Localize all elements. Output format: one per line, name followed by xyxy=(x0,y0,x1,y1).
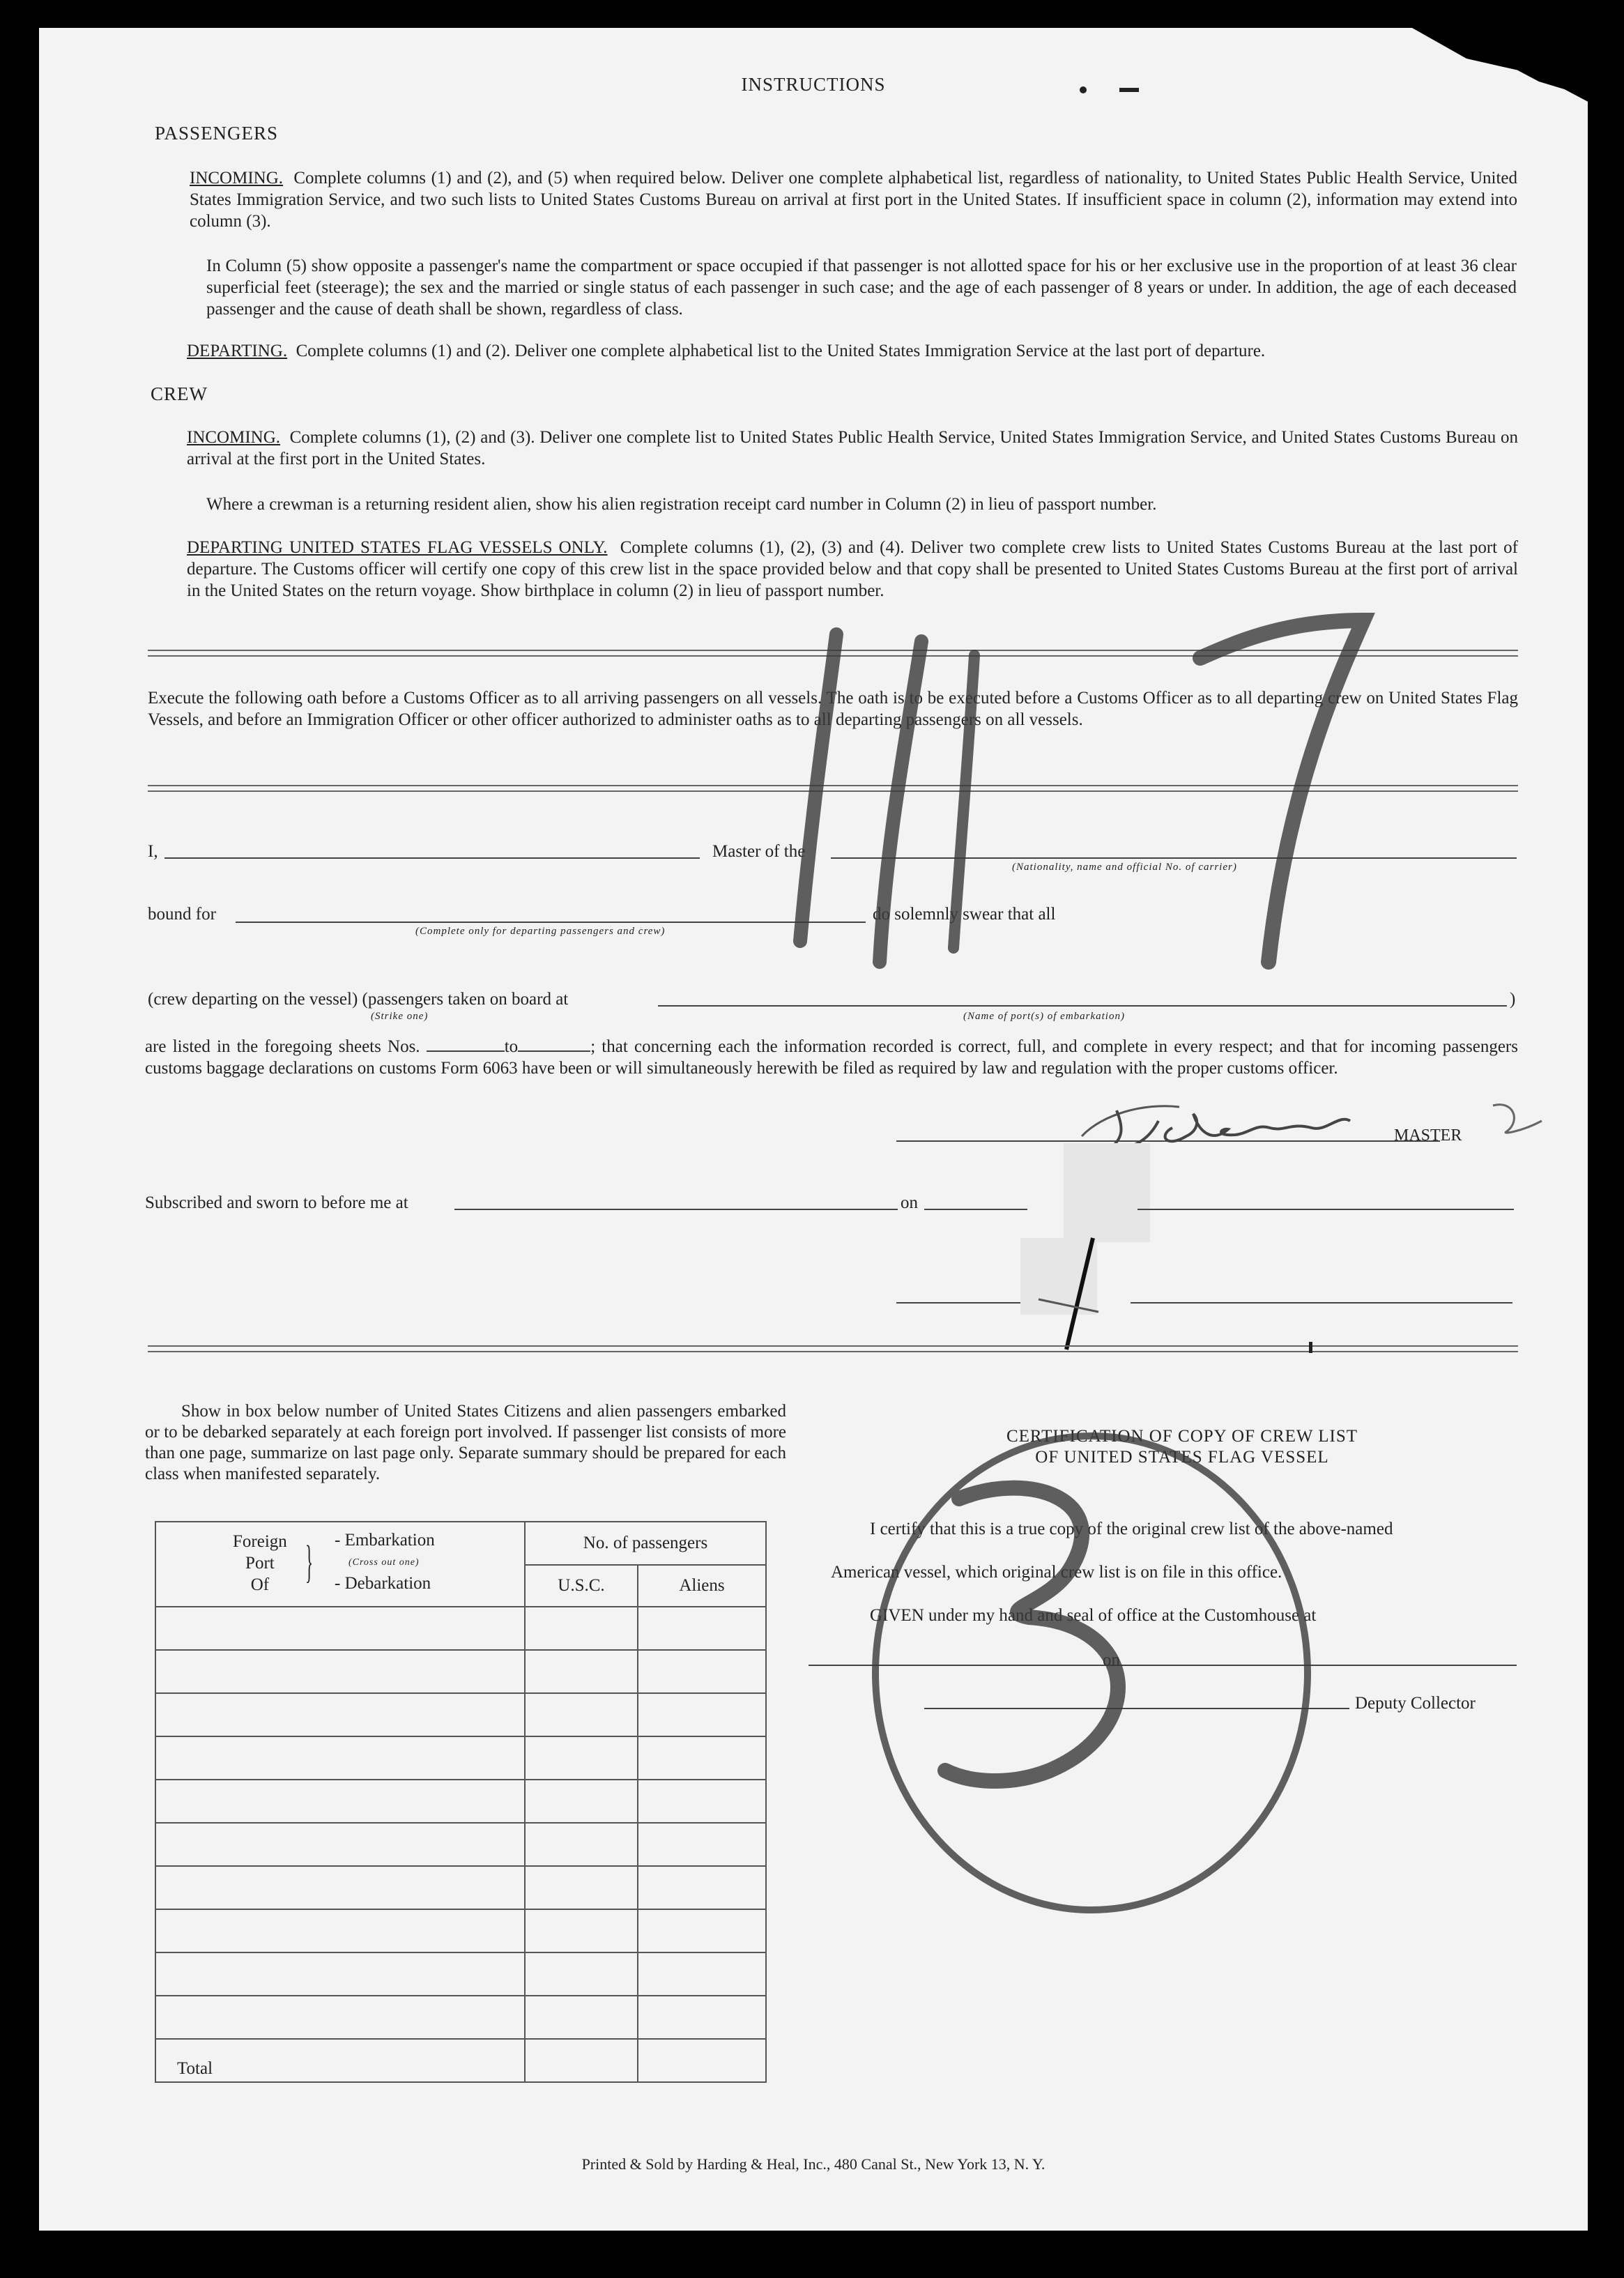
listed-post-text: ; that concerning each the information recorded is correct, full, and complete in every respect; and that for incoming passengers customs baggage declarations on customs Form 6063 have been or will simultaneously herewith be filed as required by law and regulation with the proper customs officer. xyxy=(145,1037,1518,1078)
crew-alien-paragraph: Where a crewman is a returning resident alien, show his alien registration receipt card number in Column (2) in lieu of passport number. xyxy=(206,495,1157,514)
bound-for-label: bound for xyxy=(148,905,216,924)
summary-row xyxy=(155,1996,766,2039)
summary-rows xyxy=(155,1607,766,2039)
certification-title-line2: OF UNITED STATES FLAG VESSEL xyxy=(1035,1448,1329,1467)
printer-credit: Printed & Sold by Harding & Heal, Inc., 480 Canal St., New York 13, N. Y. xyxy=(581,2155,1045,2173)
passengers-incoming-text: Complete columns (1) and (2), and (5) when required below. Deliver one complete alphabetical list, regardless of nationality, to United States Public Health Service, United States Immigration Service, and two such lists to United States Customs Bureau on arrival at first port in the United States. If insufficient space in column (2), information may extend into column (3). xyxy=(190,169,1517,231)
aliens-cell[interactable] xyxy=(638,1866,766,1909)
port-cell[interactable] xyxy=(155,1909,525,1952)
aliens-cell[interactable] xyxy=(638,1909,766,1952)
crew-incoming-label: INCOMING. xyxy=(187,428,281,447)
usc-cell[interactable] xyxy=(525,1952,638,1996)
master-of-the-label: Master of the xyxy=(712,842,806,861)
usc-cell[interactable] xyxy=(525,1607,638,1650)
passengers-departing-paragraph xyxy=(187,340,1518,362)
summary-instructions: Show in box below number of United States Citizens and alien passengers embarked or to be debarked separately at each foreign port involved. If passenger list consists of more than one page, summarize on last page only. Separate summary should be prepared for each class when manifested separately. xyxy=(145,1402,786,1483)
aliens-cell[interactable] xyxy=(638,1780,766,1823)
crew-heading: CREW xyxy=(151,383,208,404)
sworn-on-label: on xyxy=(901,1193,918,1212)
officer-line-right[interactable] xyxy=(1131,1302,1512,1304)
passengers-column5-paragraph: In Column (5) show opposite a passenger's name the compartment or space occupied if that passenger is not allotted space for his or her exclusive use in the proportion of at least 36 clear superficial feet (steerage); the sex and the married or single status of each passenger in such case; and the age of each passenger of 8 years or under. In addition, the age of each deceased passenger and the cause of death shall be shown, regardless of class. xyxy=(206,257,1517,319)
crew-incoming-paragraph xyxy=(187,427,1518,470)
officer-mark xyxy=(1032,1234,1115,1359)
crew-departing-label: DEPARTING UNITED STATES FLAG VESSELS ONLY. xyxy=(187,538,608,557)
cert-on-label: on xyxy=(1103,1651,1120,1669)
passengers-departing-label: DEPARTING. xyxy=(187,342,288,360)
summary-row xyxy=(155,1909,766,1952)
sheet-from-blank[interactable] xyxy=(427,1037,505,1052)
port-cell[interactable] xyxy=(155,1650,525,1693)
bound-for-caption: (Complete only for departing passengers and crew) xyxy=(415,926,666,937)
close-paren: ) xyxy=(1510,990,1516,1009)
passengers-heading: PASSENGERS xyxy=(155,123,279,144)
lower-divider xyxy=(148,1345,1518,1352)
port-cell[interactable] xyxy=(155,1693,525,1736)
aliens-cell[interactable] xyxy=(638,1823,766,1866)
usc-cell[interactable] xyxy=(525,1693,638,1736)
brace-icon: } xyxy=(305,1536,314,1587)
port-header-label xyxy=(233,1531,287,1596)
aliens-cell[interactable] xyxy=(638,1952,766,1996)
master-label: MASTER xyxy=(1394,1126,1462,1145)
aliens-header: Aliens xyxy=(638,1565,766,1607)
sworn-place-line[interactable] xyxy=(454,1209,898,1210)
total-aliens-cell[interactable] xyxy=(638,2039,766,2082)
aliens-cell[interactable] xyxy=(638,1650,766,1693)
subscribed-label: Subscribed and sworn to before me at xyxy=(145,1193,408,1212)
erasure-patch xyxy=(1064,1143,1150,1242)
cross-out-caption: (Cross out one) xyxy=(348,1557,420,1568)
certification-title-line1: CERTIFICATION OF COPY OF CREW LIST xyxy=(1006,1427,1358,1446)
american-vessel-text: American vessel, which original crew list is on file in this office. xyxy=(831,1563,1282,1582)
certify-text: I certify that this is a true copy of the original crew list of the above-named xyxy=(870,1520,1393,1538)
ink-dash xyxy=(1119,88,1139,92)
listed-pre-text: are listed in the foregoing sheets Nos. xyxy=(145,1037,420,1056)
no-passengers-header: No. of passengers xyxy=(525,1522,766,1565)
given-text: GIVEN under my hand and seal of office at the Customhouse at xyxy=(870,1606,1317,1625)
port-label: Port xyxy=(245,1554,275,1573)
port-caption: (Name of port(s) of embarkation) xyxy=(963,1011,1125,1022)
summary-row xyxy=(155,1952,766,1996)
debarkation-label: - Debarkation xyxy=(335,1574,431,1593)
oath-statement xyxy=(145,1036,1518,1079)
usc-cell[interactable] xyxy=(525,1823,638,1866)
port-cell[interactable] xyxy=(155,1996,525,2039)
ink-tick xyxy=(1309,1342,1312,1353)
page-title: INSTRUCTIONS xyxy=(741,74,886,95)
port-cell[interactable] xyxy=(155,1823,525,1866)
aliens-cell[interactable] xyxy=(638,1996,766,2039)
usc-cell[interactable] xyxy=(525,1780,638,1823)
port-cell[interactable] xyxy=(155,1952,525,1996)
deputy-collector-label: Deputy Collector xyxy=(1355,1694,1476,1713)
port-header-cell xyxy=(155,1522,525,1607)
sheet-to-blank[interactable] xyxy=(518,1037,590,1052)
sworn-right-line[interactable] xyxy=(1137,1209,1514,1210)
summary-row xyxy=(155,1780,766,1823)
ink-dot xyxy=(1080,86,1087,93)
crew-incoming-text: Complete columns (1), (2) and (3). Deliver one complete list to United States Public Health Service, United States Immigration Service, and United States Customs Bureau on arrival at the first port in the United States. xyxy=(187,428,1518,468)
aliens-cell[interactable] xyxy=(638,1736,766,1780)
usc-cell[interactable] xyxy=(525,1650,638,1693)
carrier-caption: (Nationality, name and official No. of carrier) xyxy=(1012,862,1237,873)
passengers-incoming-label: INCOMING. xyxy=(190,169,284,188)
passengers-departing-text: Complete columns (1) and (2). Deliver one complete alphabetical list to the United States Immigration Service at the last port of departure. xyxy=(296,342,1266,360)
port-cell[interactable] xyxy=(155,1607,525,1650)
passenger-summary-table xyxy=(155,1521,767,2083)
strike-one-caption: (Strike one) xyxy=(371,1011,429,1022)
sworn-date-line[interactable] xyxy=(924,1209,1027,1210)
usc-cell[interactable] xyxy=(525,1736,638,1780)
usc-cell[interactable] xyxy=(525,1996,638,2039)
aliens-cell[interactable] xyxy=(638,1693,766,1736)
summary-row xyxy=(155,1736,766,1780)
of-label: Of xyxy=(250,1575,270,1594)
passengers-incoming-paragraph xyxy=(190,167,1517,232)
foreign-label: Foreign xyxy=(233,1532,287,1551)
usc-header: U.S.C. xyxy=(525,1565,638,1607)
officer-line-left[interactable] xyxy=(896,1302,1029,1304)
master-name-line[interactable] xyxy=(164,857,700,859)
port-cell[interactable] xyxy=(155,1736,525,1780)
circled-number-3 xyxy=(820,1394,1349,1924)
total-label: Total xyxy=(155,2039,525,2082)
handwritten-number-117 xyxy=(750,572,1419,1018)
summary-row xyxy=(155,1607,766,1650)
to-word: to xyxy=(504,1037,519,1056)
port-cell[interactable] xyxy=(155,1780,525,1823)
summary-row xyxy=(155,1866,766,1909)
usc-cell[interactable] xyxy=(525,1909,638,1952)
port-cell[interactable] xyxy=(155,1866,525,1909)
summary-row xyxy=(155,1823,766,1866)
summary-row xyxy=(155,1650,766,1693)
oath-i-label: I, xyxy=(148,842,158,861)
aliens-cell[interactable] xyxy=(638,1607,766,1650)
crew-passengers-text: (crew departing on the vessel) (passengers taken on board at xyxy=(148,990,569,1009)
document-page xyxy=(39,28,1588,2231)
usc-cell[interactable] xyxy=(525,1866,638,1909)
summary-row xyxy=(155,1693,766,1736)
crew-departing-text: Complete columns (1), (2), (3) and (4). Deliver two complete crew lists to United States Customs Bureau at the last port of departure. The Customs officer will certify one copy of this crew list in the space provided below and that copy shall be presented to United States Customs Bureau at the first port of arrival in the United States on the return voyage. Show birthplace in column (2) in lieu of passport number. xyxy=(187,538,1518,600)
embarkation-label: - Embarkation xyxy=(335,1531,435,1550)
total-usc-cell[interactable] xyxy=(525,2039,638,2082)
oath-intro: Execute the following oath before a Customs Officer as to all arriving passengers on all vessels. The oath is to be executed before a Customs Officer as to all departing crew on United States Flag Vessels, and before an Immigration Officer or other officer authorized to administer oaths as to all departing passengers on all vessels. xyxy=(148,689,1518,729)
swear-text: do solemnly swear that all xyxy=(873,905,1056,924)
